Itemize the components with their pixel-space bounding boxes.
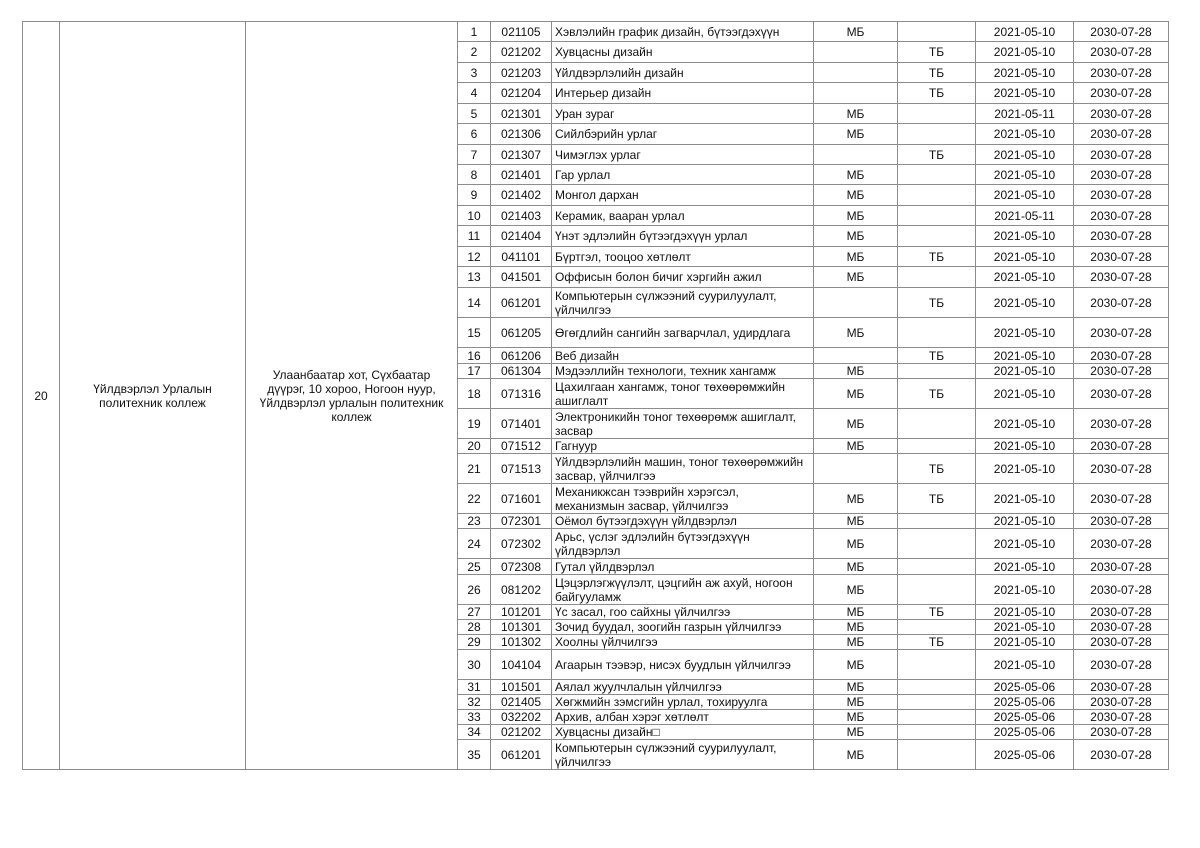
end-date: 2030-07-28 [1074, 695, 1169, 710]
start-date: 2021-05-10 [976, 650, 1074, 680]
program-code: 104104 [491, 650, 552, 680]
start-date: 2021-05-10 [976, 605, 1074, 620]
mb-level: МБ [814, 514, 898, 529]
program-code: 021403 [491, 206, 552, 226]
end-date: 2030-07-28 [1074, 104, 1169, 124]
end-date: 2030-07-28 [1074, 318, 1169, 348]
program-name: Гагнуур [552, 439, 814, 454]
mb-level: МБ [814, 529, 898, 559]
program-name: Гар урлал [552, 165, 814, 185]
row-number: 29 [458, 635, 491, 650]
program-name: Керамик, вааран урлал [552, 206, 814, 226]
program-name: Цэцэрлэгжүүлэлт, цэцгийн аж ахуй, ногоон байгууламж [552, 575, 814, 605]
program-code: 101301 [491, 620, 552, 635]
mb-level: МБ [814, 22, 898, 42]
end-date: 2030-07-28 [1074, 514, 1169, 529]
tb-level: ТБ [898, 379, 976, 409]
program-code: 021401 [491, 165, 552, 185]
row-number: 10 [458, 206, 491, 226]
tb-level: ТБ [898, 83, 976, 104]
program-name: Монгол дархан [552, 185, 814, 206]
row-number: 6 [458, 124, 491, 145]
tb-level: ТБ [898, 454, 976, 484]
row-number: 12 [458, 247, 491, 267]
program-code: 032202 [491, 710, 552, 725]
program-code: 041501 [491, 267, 552, 288]
end-date: 2030-07-28 [1074, 145, 1169, 165]
start-date: 2021-05-10 [976, 620, 1074, 635]
end-date: 2030-07-28 [1074, 559, 1169, 575]
end-date: 2030-07-28 [1074, 409, 1169, 439]
program-code: 072301 [491, 514, 552, 529]
row-number: 9 [458, 185, 491, 206]
row-number: 33 [458, 710, 491, 725]
tb-level [898, 165, 976, 185]
row-number: 2 [458, 42, 491, 63]
program-name: Үнэт эдлэлийн бүтээгдэхүүн урлал [552, 226, 814, 247]
start-date: 2021-05-10 [976, 124, 1074, 145]
row-number: 35 [458, 740, 491, 770]
tb-level [898, 529, 976, 559]
tb-level [898, 364, 976, 379]
tb-level [898, 514, 976, 529]
tb-level: ТБ [898, 484, 976, 514]
tb-level [898, 124, 976, 145]
program-name: Оёмол бүтээгдэхүүн үйлдвэрлэл [552, 514, 814, 529]
mb-level [814, 288, 898, 318]
program-name: Мэдээллийн технологи, техник хангамж [552, 364, 814, 379]
row-number: 4 [458, 83, 491, 104]
program-name: Арьс, үслэг эдлэлийн бүтээгдэхүүн үйлдвэрлэл [552, 529, 814, 559]
program-code: 061201 [491, 740, 552, 770]
tb-level [898, 575, 976, 605]
mb-level: МБ [814, 680, 898, 695]
row-number: 14 [458, 288, 491, 318]
program-name: Хувцасны дизайн□ [552, 725, 814, 740]
end-date: 2030-07-28 [1074, 725, 1169, 740]
program-code: 041101 [491, 247, 552, 267]
start-date: 2021-05-10 [976, 409, 1074, 439]
program-name: Чимэглэх урлаг [552, 145, 814, 165]
end-date: 2030-07-28 [1074, 620, 1169, 635]
end-date: 2030-07-28 [1074, 740, 1169, 770]
row-number: 18 [458, 379, 491, 409]
start-date: 2021-05-10 [976, 83, 1074, 104]
row-number: 7 [458, 145, 491, 165]
program-code: 071401 [491, 409, 552, 439]
mb-level: МБ [814, 206, 898, 226]
tb-level [898, 185, 976, 206]
start-date: 2021-05-10 [976, 364, 1074, 379]
end-date: 2030-07-28 [1074, 635, 1169, 650]
institution-index: 20 [23, 22, 60, 770]
tb-level: ТБ [898, 145, 976, 165]
program-name: Гутал үйлдвэрлэл [552, 559, 814, 575]
program-code: 101201 [491, 605, 552, 620]
start-date: 2021-05-10 [976, 185, 1074, 206]
start-date: 2021-05-11 [976, 104, 1074, 124]
row-number: 16 [458, 348, 491, 364]
start-date: 2021-05-11 [976, 206, 1074, 226]
institution-address: Улаанбаатар хот, Сүхбаатар дүүрэг, 10 хороо, Ногоон нуур, Үйлдвэрлэл урлалын политехник коллеж [246, 22, 458, 770]
mb-level: МБ [814, 104, 898, 124]
mb-level: МБ [814, 635, 898, 650]
program-code: 021404 [491, 226, 552, 247]
program-name: Агаарын тээвэр, нисэх буудлын үйлчилгээ [552, 650, 814, 680]
start-date: 2021-05-10 [976, 318, 1074, 348]
end-date: 2030-07-28 [1074, 63, 1169, 83]
mb-level: МБ [814, 620, 898, 635]
program-name: Хоолны үйлчилгээ [552, 635, 814, 650]
program-code: 081202 [491, 575, 552, 605]
start-date: 2021-05-10 [976, 247, 1074, 267]
row-number: 1 [458, 22, 491, 42]
tb-level: ТБ [898, 348, 976, 364]
mb-level: МБ [814, 185, 898, 206]
row-number: 17 [458, 364, 491, 379]
program-table [22, 21, 1169, 770]
start-date: 2021-05-10 [976, 145, 1074, 165]
end-date: 2030-07-28 [1074, 22, 1169, 42]
program-code: 101302 [491, 635, 552, 650]
start-date: 2021-05-10 [976, 165, 1074, 185]
tb-level [898, 559, 976, 575]
row-number: 13 [458, 267, 491, 288]
tb-level [898, 725, 976, 740]
row-number: 19 [458, 409, 491, 439]
table-row [23, 22, 1169, 42]
mb-level: МБ [814, 379, 898, 409]
end-date: 2030-07-28 [1074, 42, 1169, 63]
end-date: 2030-07-28 [1074, 484, 1169, 514]
start-date: 2021-05-10 [976, 514, 1074, 529]
end-date: 2030-07-28 [1074, 165, 1169, 185]
tb-level: ТБ [898, 635, 976, 650]
start-date: 2021-05-10 [976, 63, 1074, 83]
program-code: 021301 [491, 104, 552, 124]
mb-level: МБ [814, 247, 898, 267]
tb-level: ТБ [898, 42, 976, 63]
mb-level: МБ [814, 725, 898, 740]
program-name: Үйлдвэрлэлийн машин, тоног төхөөрөмжийн засвар, үйлчилгээ [552, 454, 814, 484]
tb-level: ТБ [898, 605, 976, 620]
end-date: 2030-07-28 [1074, 124, 1169, 145]
end-date: 2030-07-28 [1074, 206, 1169, 226]
start-date: 2021-05-10 [976, 267, 1074, 288]
tb-level [898, 650, 976, 680]
program-name: Үс засал, гоо сайхны үйлчилгээ [552, 605, 814, 620]
program-name: Оффисын болон бичиг хэргийн ажил [552, 267, 814, 288]
start-date: 2025-05-06 [976, 695, 1074, 710]
end-date: 2030-07-28 [1074, 529, 1169, 559]
mb-level: МБ [814, 740, 898, 770]
row-number: 32 [458, 695, 491, 710]
program-code: 061205 [491, 318, 552, 348]
end-date: 2030-07-28 [1074, 439, 1169, 454]
tb-level [898, 695, 976, 710]
mb-level: МБ [814, 124, 898, 145]
program-name: Зочид буудал, зоогийн газрын үйлчилгээ [552, 620, 814, 635]
start-date: 2021-05-10 [976, 484, 1074, 514]
tb-level [898, 22, 976, 42]
program-name: Компьютерын сүлжээний суурилуулалт, үйлчилгээ [552, 740, 814, 770]
program-code: 071512 [491, 439, 552, 454]
mb-level: МБ [814, 226, 898, 247]
mb-level: МБ [814, 364, 898, 379]
row-number: 27 [458, 605, 491, 620]
tb-level [898, 740, 976, 770]
start-date: 2021-05-10 [976, 42, 1074, 63]
start-date: 2021-05-10 [976, 288, 1074, 318]
program-code: 021204 [491, 83, 552, 104]
start-date: 2021-05-10 [976, 635, 1074, 650]
program-code: 101501 [491, 680, 552, 695]
program-name: Уран зураг [552, 104, 814, 124]
start-date: 2021-05-10 [976, 22, 1074, 42]
program-code: 021202 [491, 725, 552, 740]
end-date: 2030-07-28 [1074, 288, 1169, 318]
start-date: 2021-05-10 [976, 559, 1074, 575]
mb-level [814, 145, 898, 165]
start-date: 2021-05-10 [976, 575, 1074, 605]
program-code: 021307 [491, 145, 552, 165]
start-date: 2025-05-06 [976, 710, 1074, 725]
end-date: 2030-07-28 [1074, 650, 1169, 680]
row-number: 31 [458, 680, 491, 695]
tb-level [898, 267, 976, 288]
start-date: 2021-05-10 [976, 439, 1074, 454]
program-code: 021203 [491, 63, 552, 83]
tb-level [898, 206, 976, 226]
tb-level [898, 409, 976, 439]
tb-level [898, 226, 976, 247]
mb-level: МБ [814, 605, 898, 620]
row-number: 30 [458, 650, 491, 680]
row-number: 25 [458, 559, 491, 575]
program-name: Интерьер дизайн [552, 83, 814, 104]
mb-level: МБ [814, 165, 898, 185]
start-date: 2021-05-10 [976, 226, 1074, 247]
mb-level: МБ [814, 650, 898, 680]
row-number: 8 [458, 165, 491, 185]
end-date: 2030-07-28 [1074, 605, 1169, 620]
end-date: 2030-07-28 [1074, 454, 1169, 484]
row-number: 34 [458, 725, 491, 740]
tb-level [898, 439, 976, 454]
program-name: Архив, албан хэрэг хөтлөлт [552, 710, 814, 725]
tb-level [898, 710, 976, 725]
program-name: Цахилгаан хангамж, тоног төхөөрөмжийн ашиглалт [552, 379, 814, 409]
mb-level: МБ [814, 409, 898, 439]
end-date: 2030-07-28 [1074, 185, 1169, 206]
mb-level: МБ [814, 318, 898, 348]
row-number: 22 [458, 484, 491, 514]
tb-level [898, 318, 976, 348]
program-name: Өгөгдлийн сангийн загварчлал, удирдлага [552, 318, 814, 348]
row-number: 15 [458, 318, 491, 348]
program-name: Хөгжмийн зэмсгийн урлал, тохируулга [552, 695, 814, 710]
end-date: 2030-07-28 [1074, 575, 1169, 605]
start-date: 2025-05-06 [976, 740, 1074, 770]
program-code: 021405 [491, 695, 552, 710]
start-date: 2021-05-10 [976, 379, 1074, 409]
mb-level [814, 348, 898, 364]
program-name: Электроникийн тоног төхөөрөмж ашиглалт, засвар [552, 409, 814, 439]
program-code: 071601 [491, 484, 552, 514]
program-name: Хувцасны дизайн [552, 42, 814, 63]
program-code: 021202 [491, 42, 552, 63]
tb-level [898, 680, 976, 695]
end-date: 2030-07-28 [1074, 364, 1169, 379]
mb-level [814, 42, 898, 63]
tb-level: ТБ [898, 63, 976, 83]
program-name: Компьютерын сүлжээний суурилуулалт, үйлчилгээ [552, 288, 814, 318]
end-date: 2030-07-28 [1074, 680, 1169, 695]
mb-level [814, 83, 898, 104]
program-code: 071513 [491, 454, 552, 484]
row-number: 24 [458, 529, 491, 559]
program-code: 021402 [491, 185, 552, 206]
program-name: Аялал жуулчлалын үйлчилгээ [552, 680, 814, 695]
end-date: 2030-07-28 [1074, 348, 1169, 364]
row-number: 3 [458, 63, 491, 83]
program-name: Хэвлэлийн график дизайн, бүтээгдэхүүн [552, 22, 814, 42]
row-number: 20 [458, 439, 491, 454]
mb-level [814, 454, 898, 484]
program-name: Веб дизайн [552, 348, 814, 364]
row-number: 26 [458, 575, 491, 605]
program-code: 072302 [491, 529, 552, 559]
end-date: 2030-07-28 [1074, 83, 1169, 104]
start-date: 2021-05-10 [976, 529, 1074, 559]
mb-level [814, 63, 898, 83]
program-code: 021306 [491, 124, 552, 145]
mb-level: МБ [814, 267, 898, 288]
program-code: 061304 [491, 364, 552, 379]
program-name: Механикжсан тээврийн хэрэгсэл, механизмын засвар, үйлчилгээ [552, 484, 814, 514]
start-date: 2021-05-10 [976, 454, 1074, 484]
start-date: 2025-05-06 [976, 725, 1074, 740]
program-code: 021105 [491, 22, 552, 42]
row-number: 21 [458, 454, 491, 484]
tb-level: ТБ [898, 288, 976, 318]
start-date: 2021-05-10 [976, 348, 1074, 364]
institution-name: Үйлдвэрлэл Урлалын политехник коллеж [60, 22, 246, 770]
mb-level: МБ [814, 439, 898, 454]
tb-level [898, 620, 976, 635]
mb-level: МБ [814, 710, 898, 725]
end-date: 2030-07-28 [1074, 710, 1169, 725]
tb-level: ТБ [898, 247, 976, 267]
program-code: 061206 [491, 348, 552, 364]
row-number: 11 [458, 226, 491, 247]
mb-level: МБ [814, 484, 898, 514]
mb-level: МБ [814, 695, 898, 710]
end-date: 2030-07-28 [1074, 267, 1169, 288]
end-date: 2030-07-28 [1074, 247, 1169, 267]
program-code: 071316 [491, 379, 552, 409]
start-date: 2025-05-06 [976, 680, 1074, 695]
row-number: 23 [458, 514, 491, 529]
end-date: 2030-07-28 [1074, 379, 1169, 409]
row-number: 5 [458, 104, 491, 124]
program-code: 072308 [491, 559, 552, 575]
tb-level [898, 104, 976, 124]
program-name: Үйлдвэрлэлийн дизайн [552, 63, 814, 83]
row-number: 28 [458, 620, 491, 635]
program-code: 061201 [491, 288, 552, 318]
program-name: Бүртгэл, тооцоо хөтлөлт [552, 247, 814, 267]
program-name: Сийлбэрийн урлаг [552, 124, 814, 145]
end-date: 2030-07-28 [1074, 226, 1169, 247]
mb-level: МБ [814, 559, 898, 575]
mb-level: МБ [814, 575, 898, 605]
